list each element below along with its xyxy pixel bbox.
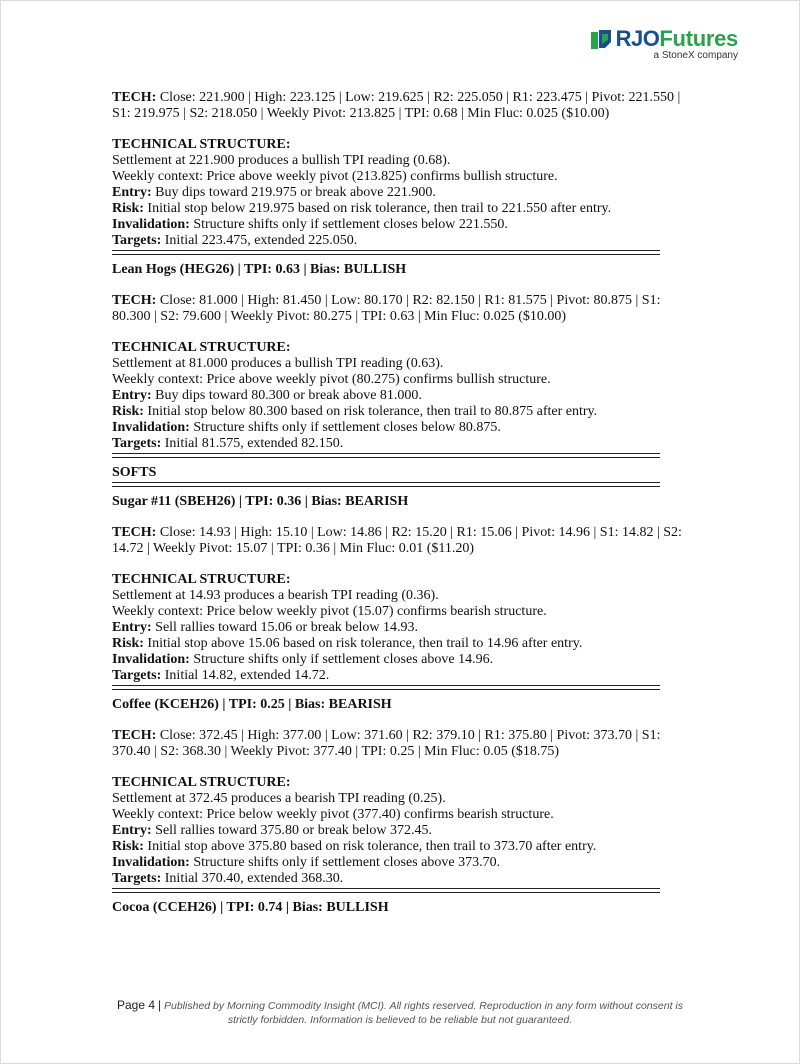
targets-line: Targets: Initial 223.475, extended 225.050. [112, 233, 358, 248]
tech-line: TECH: Close: 372.45 | High: 377.00 | Low: 371.60 | R2: 379.10 | R1: 375.80 | Pivot: 373.70 | S1: 370.40 | S2: 368.30 | Weekly Pivot: 377.40 | TPI: 0.25 | Min Fluc: 0.05 ($18.75) [112, 728, 661, 759]
section-divider [112, 888, 660, 893]
risk-line: Risk: Initial stop above 375.80 based on risk tolerance, then trail to 373.70 after entry. [112, 839, 597, 854]
section-divider [112, 250, 660, 255]
risk-line: Risk: Initial stop below 219.975 based on risk tolerance, then trail to 221.550 after entry. [112, 201, 612, 216]
tech-line: TECH: Close: 221.900 | High: 223.125 | Low: 219.625 | R2: 225.050 | R1: 223.475 | Pivot: 221.550 | S1: 219.975 | S2: 218.050 | Weekly Pivot: 213.825 | TPI: 0.68 | Min Fluc: 0.025 ($10.00) [112, 90, 681, 121]
report-body [112, 90, 687, 916]
tech-line: TECH: Close: 81.000 | High: 81.450 | Low: 80.170 | R2: 82.150 | R1: 81.575 | Pivot: 80.875 | S1: 80.300 | S2: 79.600 | Weekly Pivot: 80.275 | TPI: 0.63 | Min Fluc: 0.025 ($10.00) [112, 293, 661, 324]
section-title-sugar: Sugar #11 (SBEH26) | TPI: 0.36 | Bias: BEARISH [112, 494, 409, 509]
structure-heading: TECHNICAL STRUCTURE: [112, 137, 291, 152]
invalidation-line: Invalidation: Structure shifts only if settlement closes below 221.550. [112, 217, 508, 232]
structure-line: Settlement at 372.45 produces a bearish TPI reading (0.25). [112, 791, 446, 806]
section-divider [112, 482, 660, 487]
structure-line: Settlement at 221.900 produces a bullish TPI reading (0.68). [112, 153, 451, 168]
structure-line: Weekly context: Price below weekly pivot (15.07) confirms bearish structure. [112, 604, 547, 619]
page-number: Page 4 [116, 998, 156, 1012]
risk-line: Risk: Initial stop below 80.300 based on risk tolerance, then trail to 80.875 after entry. [112, 404, 598, 419]
entry-line: Entry: Buy dips toward 80.300 or break above 81.000. [112, 388, 422, 403]
entry-line: Entry: Sell rallies toward 15.06 or break below 14.93. [112, 620, 418, 635]
invalidation-line: Invalidation: Structure shifts only if settlement closes below 80.875. [112, 420, 501, 435]
company-logo [590, 26, 738, 61]
section-title-cocoa: Cocoa (CCEH26) | TPI: 0.74 | Bias: BULLISH [112, 900, 389, 915]
targets-line: Targets: Initial 14.82, extended 14.72. [112, 668, 330, 683]
logo-futures-text: Futures [659, 26, 738, 51]
risk-line: Risk: Initial stop above 15.06 based on risk tolerance, then trail to 14.96 after entry. [112, 636, 583, 651]
footer-disclaimer-line1: Published by Morning Commodity Insight (MCI). All rights reserved. Reproduction in any form without consent is [164, 1000, 683, 1012]
structure-line: Settlement at 81.000 produces a bullish TPI reading (0.63). [112, 356, 444, 371]
rjo-logo-icon [590, 28, 612, 50]
section-title-lean-hogs: Lean Hogs (HEG26) | TPI: 0.63 | Bias: BULLISH [112, 262, 407, 277]
footer-separator: | [157, 998, 162, 1012]
category-title-softs: SOFTS [112, 465, 157, 480]
structure-line: Weekly context: Price below weekly pivot (377.40) confirms bearish structure. [112, 807, 554, 822]
entry-line: Entry: Buy dips toward 219.975 or break above 221.900. [112, 185, 436, 200]
invalidation-line: Invalidation: Structure shifts only if settlement closes above 14.96. [112, 652, 494, 667]
invalidation-line: Invalidation: Structure shifts only if settlement closes above 373.70. [112, 855, 501, 870]
structure-line: Weekly context: Price above weekly pivot (80.275) confirms bullish structure. [112, 372, 551, 387]
logo-tagline: a StoneX company [653, 50, 738, 61]
section-divider [112, 453, 660, 458]
structure-line: Weekly context: Price above weekly pivot (213.825) confirms bullish structure. [112, 169, 558, 184]
targets-line: Targets: Initial 81.575, extended 82.150. [112, 436, 344, 451]
logo-rjo-text: RJO [615, 26, 660, 51]
section-divider [112, 685, 660, 690]
section-title-coffee: Coffee (KCEH26) | TPI: 0.25 | Bias: BEARISH [112, 697, 392, 712]
structure-heading: TECHNICAL STRUCTURE: [112, 572, 291, 587]
structure-line: Settlement at 14.93 produces a bearish TPI reading (0.36). [112, 588, 439, 603]
page-footer [0, 998, 800, 1027]
targets-line: Targets: Initial 370.40, extended 368.30. [112, 871, 344, 886]
structure-heading: TECHNICAL STRUCTURE: [112, 775, 291, 790]
structure-heading: TECHNICAL STRUCTURE: [112, 340, 291, 355]
entry-line: Entry: Sell rallies toward 375.80 or break below 372.45. [112, 823, 432, 838]
tech-line: TECH: Close: 14.93 | High: 15.10 | Low: 14.86 | R2: 15.20 | R1: 15.06 | Pivot: 14.96 | S1: 14.82 | S2: 14.72 | Weekly Pivot: 15.07 | TPI: 0.36 | Min Fluc: 0.01 ($11.20) [112, 525, 682, 556]
footer-disclaimer-line2: strictly forbidden. Information is believed to be reliable but not guaranteed. [227, 1014, 573, 1026]
